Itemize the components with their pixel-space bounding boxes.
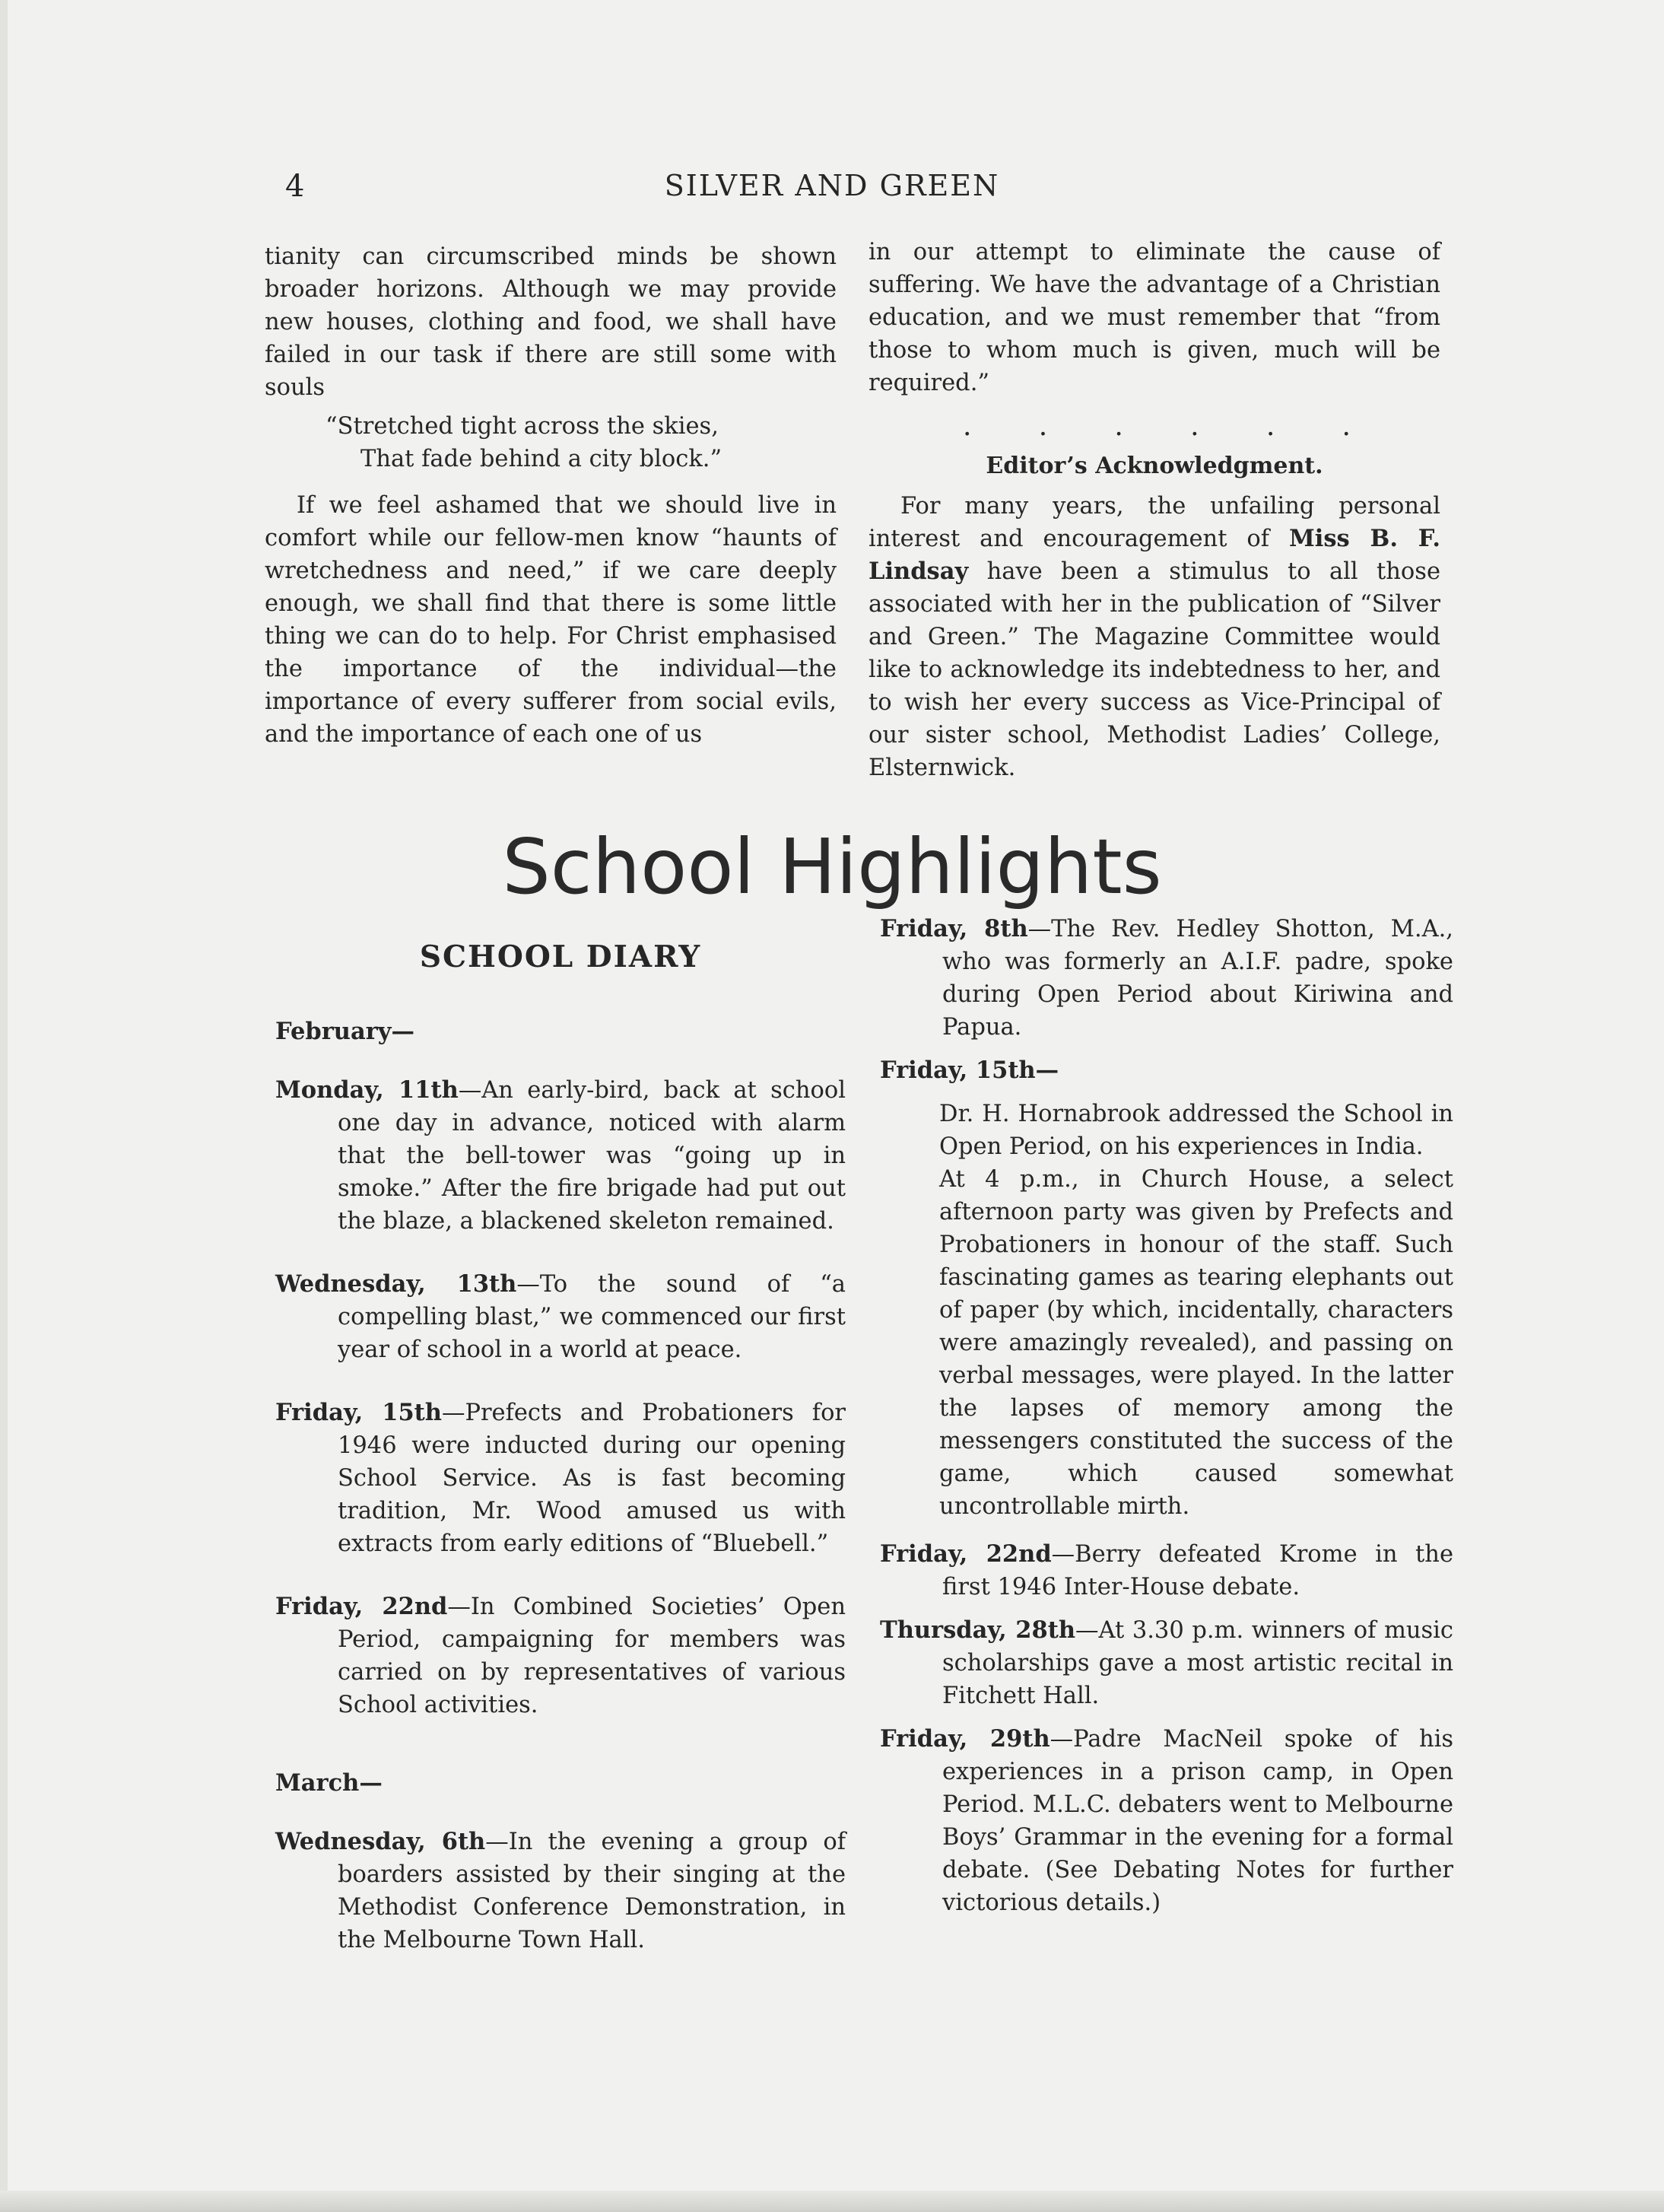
page-number: 4: [285, 169, 305, 204]
entry-text: —At 3.30 p.m. winners of music scholarships gave a most artistic recital in Fitchett Hall.: [942, 1617, 1454, 1709]
diary-title: SCHOOL DIARY: [419, 939, 702, 974]
diary-left-column: [275, 941, 846, 1987]
entry-dash: —: [1035, 1057, 1059, 1084]
entry-text: —To the sound of “a compelling blast,” we commenced our first year of school in a world at peace.: [338, 1271, 846, 1363]
diary-entry: [880, 913, 1453, 1044]
entry-date: Friday, 29th: [880, 1725, 1050, 1753]
entry-date: Wednesday, 13th: [275, 1270, 517, 1298]
entry-date: Friday, 22nd: [880, 1540, 1052, 1568]
paragraph: tianity can circumscribed minds be shown broader horizons. Although we may provide new houses, clothing and food, we shall have failed in our task if there are still some with souls: [265, 243, 837, 401]
diary-entry: [275, 1074, 846, 1238]
verse-line: That fade behind a city block.”: [360, 446, 722, 472]
divider-dot: .: [1114, 411, 1123, 442]
entry-text: —In Combined Societies’ Open Period, campaigning for members was carried on by representatives of various School activities.: [338, 1594, 846, 1718]
entry-date: Thursday, 28th: [880, 1616, 1076, 1644]
entry-date: Friday, 15th: [275, 1399, 442, 1426]
divider-dot: .: [1190, 411, 1199, 442]
top-left-column: [265, 240, 837, 751]
acknowledgment-heading: Editor’s Acknowledgment.: [986, 453, 1323, 479]
scan-bottom-edge: [0, 2191, 1664, 2212]
entry-text: —Padre MacNeil spoke of his experiences in a prison camp, in Open Period. M.L.C. debaters went to Melbourne Boys’ Grammar in the evening for a formal debate. (See Debating Notes for further victorious details.): [942, 1726, 1453, 1916]
entry-date: Friday, 8th: [880, 915, 1028, 942]
verse-line: “Stretched tight across the skies,: [325, 413, 719, 440]
entry-date: Friday, 22nd: [275, 1593, 448, 1620]
entry-text: —In the evening a group of boarders assisted by their singing at the Methodist Conference Demonstration, in the Melbourne Town Hall.: [338, 1829, 846, 1953]
verse-quote: [325, 410, 837, 475]
diary-entry: [880, 1054, 1453, 1523]
entry-text: —The Rev. Hedley Shotton, M.A., who was formerly an A.I.F. padre, spoke during Open Period about Kiriwina and Papua.: [942, 916, 1453, 1041]
divider-dot: .: [1342, 411, 1351, 442]
diary-right-column: [880, 913, 1453, 1930]
ack-text: have been a stimulus to all those associated with her in the publication of “Silver and Green.” The Magazine Committee would like to acknowledge its indebtedness to her, and to wish her every success as Vice-Principal of our sister school, Methodist Ladies’ College, Elsternwick.: [869, 558, 1440, 781]
divider-dot: .: [1038, 411, 1048, 442]
diary-entry: [880, 1723, 1453, 1919]
diary-entry: [275, 1268, 846, 1366]
entry-date: Friday, 15th: [880, 1057, 1036, 1084]
diary-entry: [275, 1826, 846, 1956]
entry-text: —Berry defeated Krome in the first 1946 Inter-House debate.: [942, 1541, 1453, 1600]
section-divider-dots: [963, 413, 1351, 440]
divider-dot: .: [963, 411, 972, 442]
diary-entry: [275, 1397, 846, 1560]
diary-entry: [880, 1538, 1453, 1603]
entry-text: At 4 p.m., in Church House, a select afternoon party was given by Prefects and Probationers in honour of the staff. Such fascinating games as tearing elephants out of paper (by which, incidentally, characters were amazingly revealed), and passing on verbal messages, were played. In the latter the lapses of memory among the messengers constituted the success of the game, which caused somewhat uncontrollable mirth.: [939, 1166, 1453, 1520]
paragraph: If we feel ashamed that we should live in comfort while our fellow-men know “haunts of wretchedness and need,” if we care deeply enough, we shall find that there is some little thing we can do to help. For Christ emphasised the importance of the individual—the importance of every sufferer from social evils, and the importance of each one of us: [265, 492, 837, 748]
entry-text: —Prefects and Probationers for 1946 were inducted during our opening School Service. As is fast becoming tradition, Mr. Wood amused us with extracts from early editions of “Bluebell.”: [338, 1400, 846, 1557]
month-heading: March—: [275, 1769, 383, 1797]
ack-name: Miss B. F. Lindsay: [869, 525, 1440, 585]
paragraph: in our attempt to eliminate the cause of suffering. We have the advantage of a Christian education, and we must remember that “from those to whom much is given, much will be required.”: [869, 239, 1440, 396]
diary-entry: [275, 1591, 846, 1721]
diary-entry: [880, 1614, 1453, 1712]
entry-date: Monday, 11th: [275, 1076, 459, 1104]
month-heading: February—: [275, 1018, 415, 1045]
entry-text: —An early-bird, back at school one day in advance, noticed with alarm that the bell-tower was “going up in smoke.” After the fire brigade had put out the blaze, a blackened skeleton remained.: [338, 1077, 846, 1235]
running-title: SILVER AND GREEN: [664, 169, 1000, 202]
entry-text: Dr. H. Hornabrook addressed the School in Open Period, on his experiences in India.: [939, 1101, 1453, 1160]
divider-dot: .: [1265, 411, 1275, 442]
entry-heading: [880, 1054, 1453, 1087]
ack-text: For many years, the unfailing personal interest and encouragement of: [869, 493, 1440, 552]
acknowledgment-paragraph: [869, 490, 1440, 784]
scan-left-edge: [0, 0, 8, 2212]
entry-date: Wednesday, 6th: [275, 1828, 486, 1855]
section-title: School Highlights: [502, 822, 1162, 911]
top-right-column: [869, 236, 1440, 784]
